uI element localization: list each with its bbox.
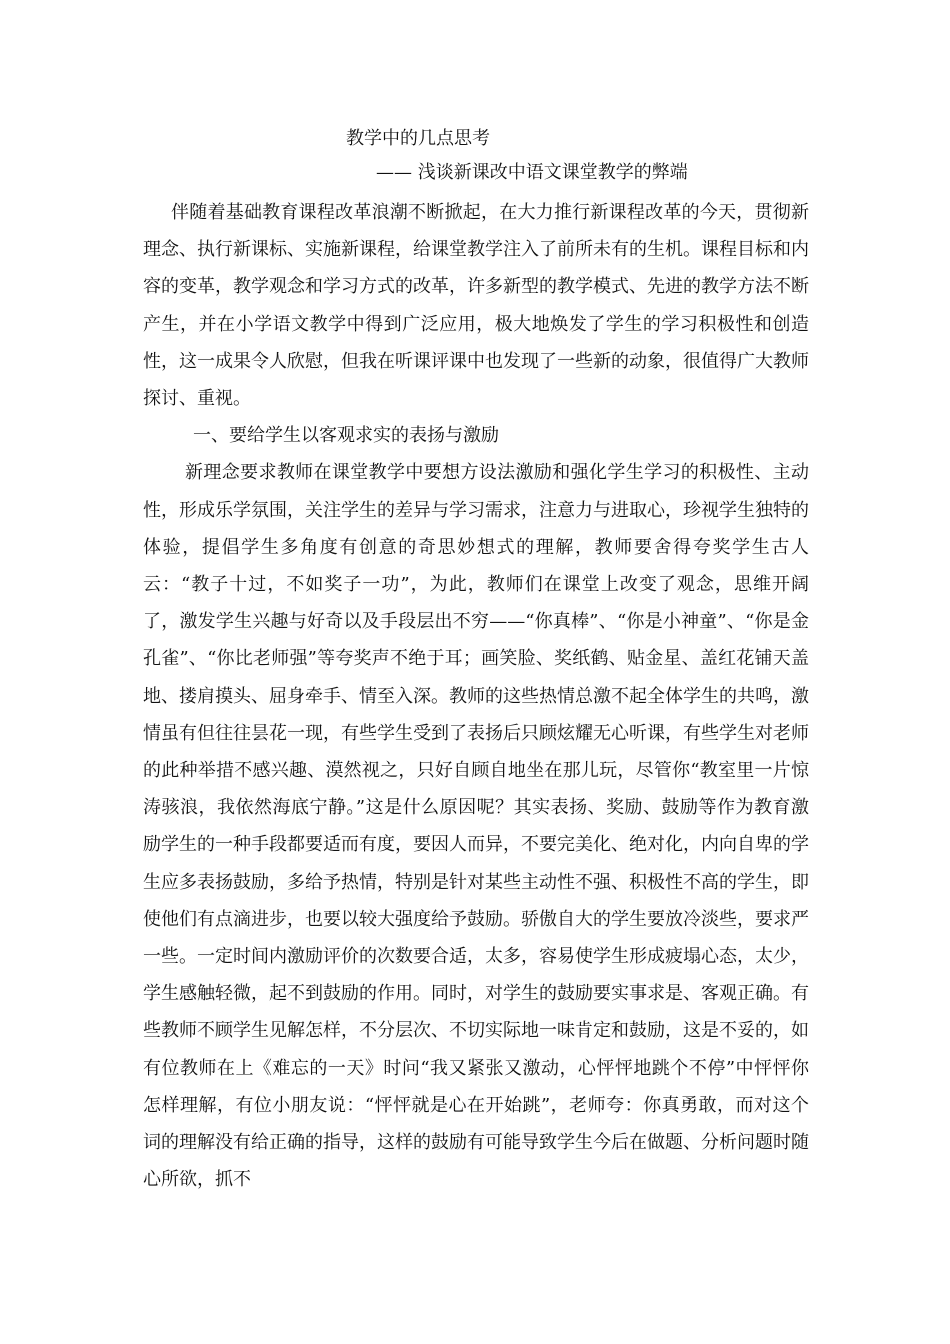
document-subtitle: —— 浅谈新课改中语文课堂教学的弊端 bbox=[376, 162, 688, 183]
section-heading: 一、要给学生以客观求实的表扬与激励 bbox=[193, 425, 499, 447]
document-title: 教学中的几点思考 bbox=[346, 128, 490, 149]
intro-paragraph: 伴随着基础教育课程改革浪潮不断掀起，在大力推行新课程改革的今天，贯彻新理念、执行新课标、实施新课程，给课堂教学注入了前所未有的生机。课程目标和内容的变革，教学观念和学习方式的改革，许多新型的教学模式、先进的教学方法不断产生，并在小学语文教学中得到广泛应用，极大地焕发了学生的学习积极性和创造性，这一成果令人欣慰，但我在听课评课中也发现了一些新的动象，很值得广大教师探讨、重视。 bbox=[143, 202, 809, 410]
body-paragraph: 新理念要求教师在课堂教学中要想方设法激励和强化学生学习的积极性、主动性，形成乐学氛围，关注学生的差异与学习需求，注意力与进取心，珍视学生独特的体验，提倡学生多角度有创意的奇思妙想式的理解，教师要舍得夸奖学生古人云：“教子十过，不如奖子一功”，为此，教师们在课堂上改变了观念，思维开阔了，激发学生兴趣与好奇以及手段层出不穷——“你真棒”、“你是小神童”、“你是金孔雀”、“你比老师强”等夸奖声不绝于耳；画笑脸、奖纸鹤、贴金星、盖红花铺天盖地、搂肩摸头、屈身牵手、情至入深。教师的这些热情总激不起全体学生的共鸣，激情虽有但往往昙花一现，有些学生受到了表扬后只顾炫耀无心听课，有些学生对老师的此种举措不感兴趣、漠然视之，只好自顾自地坐在那儿玩，尽管你“教室里一片惊涛骇浪，我依然海底宁静。”这是什么原因呢？其实表扬、奖励、鼓励等作为教育激励学生的一种手段都要适而有度，要因人而异，不要完美化、绝对化，内向自卑的学生应多表扬鼓励，多给予热情，特别是针对某些主动性不强、积极性不高的学生，即使他们有点滴进步，也要以较大强度给予鼓励。骄傲自大的学生要放冷淡些，要求严一些。一定时间内激励评价的次数要合适，太多，容易使学生形成疲塌心态，太少，学生感触轻微，起不到鼓励的作用。同时，对学生的鼓励要实事求是、客观正确。有些教师不顾学生见解怎样，不分层次、不切实际地一味肯定和鼓励，这是不妥的，如有位教师在上《难忘的一天》时问“我又紧张又激动，心怦怦地跳个不停”中怦怦你怎样理解，有位小朋友说：“怦怦就是心在开始跳”，老师夸：你真勇敢，而对这个词的理解没有给正确的指导，这样的鼓励有可能导致学生今后在做题、分析问题时随心所欲，抓不 bbox=[143, 462, 809, 1191]
document-body bbox=[143, 194, 809, 1198]
